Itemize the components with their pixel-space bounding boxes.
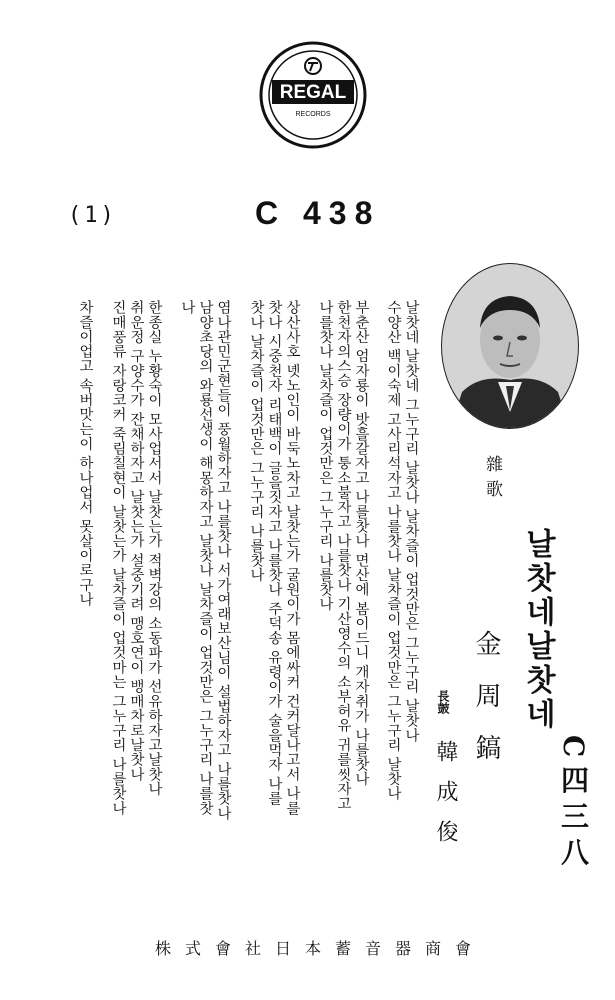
accompanist-name: 韓成俊 (433, 740, 458, 860)
regal-logo (258, 40, 368, 150)
lyric-line: 차즐이업고 속버맛는이 하나업서 못살이로구나 (77, 300, 93, 607)
lyric-line: 염나관민군현들이 풍월하자고 나를찻나 서가여래보산님이 설법하자고 나를찻나 (215, 300, 231, 821)
lyric-line: 취운정 구양수가 잔채하자고 날찻는가 설중기려 맹호연이 뱅매차로날찻나 (128, 300, 144, 782)
catalog-number-cjk: C四三八 (557, 735, 590, 874)
record-number: C 438 (255, 195, 381, 231)
lyric-line: 부춘산 엄자룡이 밧흘갈자고 나를찻나 면산에 봄이드니 개자취가 나를찻나 (353, 300, 369, 787)
logo-fine-print: RECORDS (295, 111, 331, 118)
lyric-line: 나 (179, 300, 195, 315)
singer-name: 金周鎬 (471, 630, 501, 786)
lyric-line: 날찻네 날찻네 그누구리 날찻나 날차즐이 업것만은 그누구리 날찻나 (403, 300, 419, 743)
lyric-line: 수양산 백이숙제 고사리석자고 나를찻나 날차즐이 업것만은 그누구리 날찻나 (385, 300, 401, 801)
lyric-line: 나를찻나 날차즐이 업것만은 그누구리 나를찻나 (317, 300, 333, 612)
record-label-icon (258, 40, 368, 150)
lyric-line: 상산사호 녯노인이 바둑노차고 날찻는가 굴원이가 몸에싸커 건커달나고서 나를 (284, 300, 300, 816)
lyric-line: 남양초당의 와룡선생이 해몽하자고 날찻나 날차즐이 업것만은 그누구리 나를찻 (197, 300, 213, 816)
lyric-line: 찻나 시중천자 리태백이 글을짓자고 나를찻나 주덕송 유령이가 술을먹자 나를 (266, 300, 282, 806)
publisher-footer: 株式會社日本蓄音器商會 (154, 939, 485, 958)
instrument-label: 長皷 (436, 690, 450, 714)
song-title: 날찻네날찻네 (520, 528, 555, 732)
singer-portrait (440, 262, 580, 430)
page-index: (1) (68, 203, 117, 228)
lyric-line: 한종실 누황숙이 모사업서서 날찻는가 적벽강의 소동파가 선유하자고날찻나 (146, 300, 162, 796)
logo-brand: REGAL (279, 82, 347, 103)
genre-label: 雜歌 (482, 455, 502, 505)
lyric-line: 진매풍류 자랑코커 죽림칠현이 날찻는가 날차즐이 업것마는 그누구리 나를찻나 (110, 300, 126, 816)
portrait-photo-icon (440, 262, 580, 430)
lyric-line: 찻나 날차즐이 업것만은 그누구리 나를찻나 (248, 300, 264, 582)
lyric-line: 한천자의스승 장량이가 퉁소불자고 나를찻나 기산영수의 소부허유 귀를씻자고 (335, 300, 351, 811)
